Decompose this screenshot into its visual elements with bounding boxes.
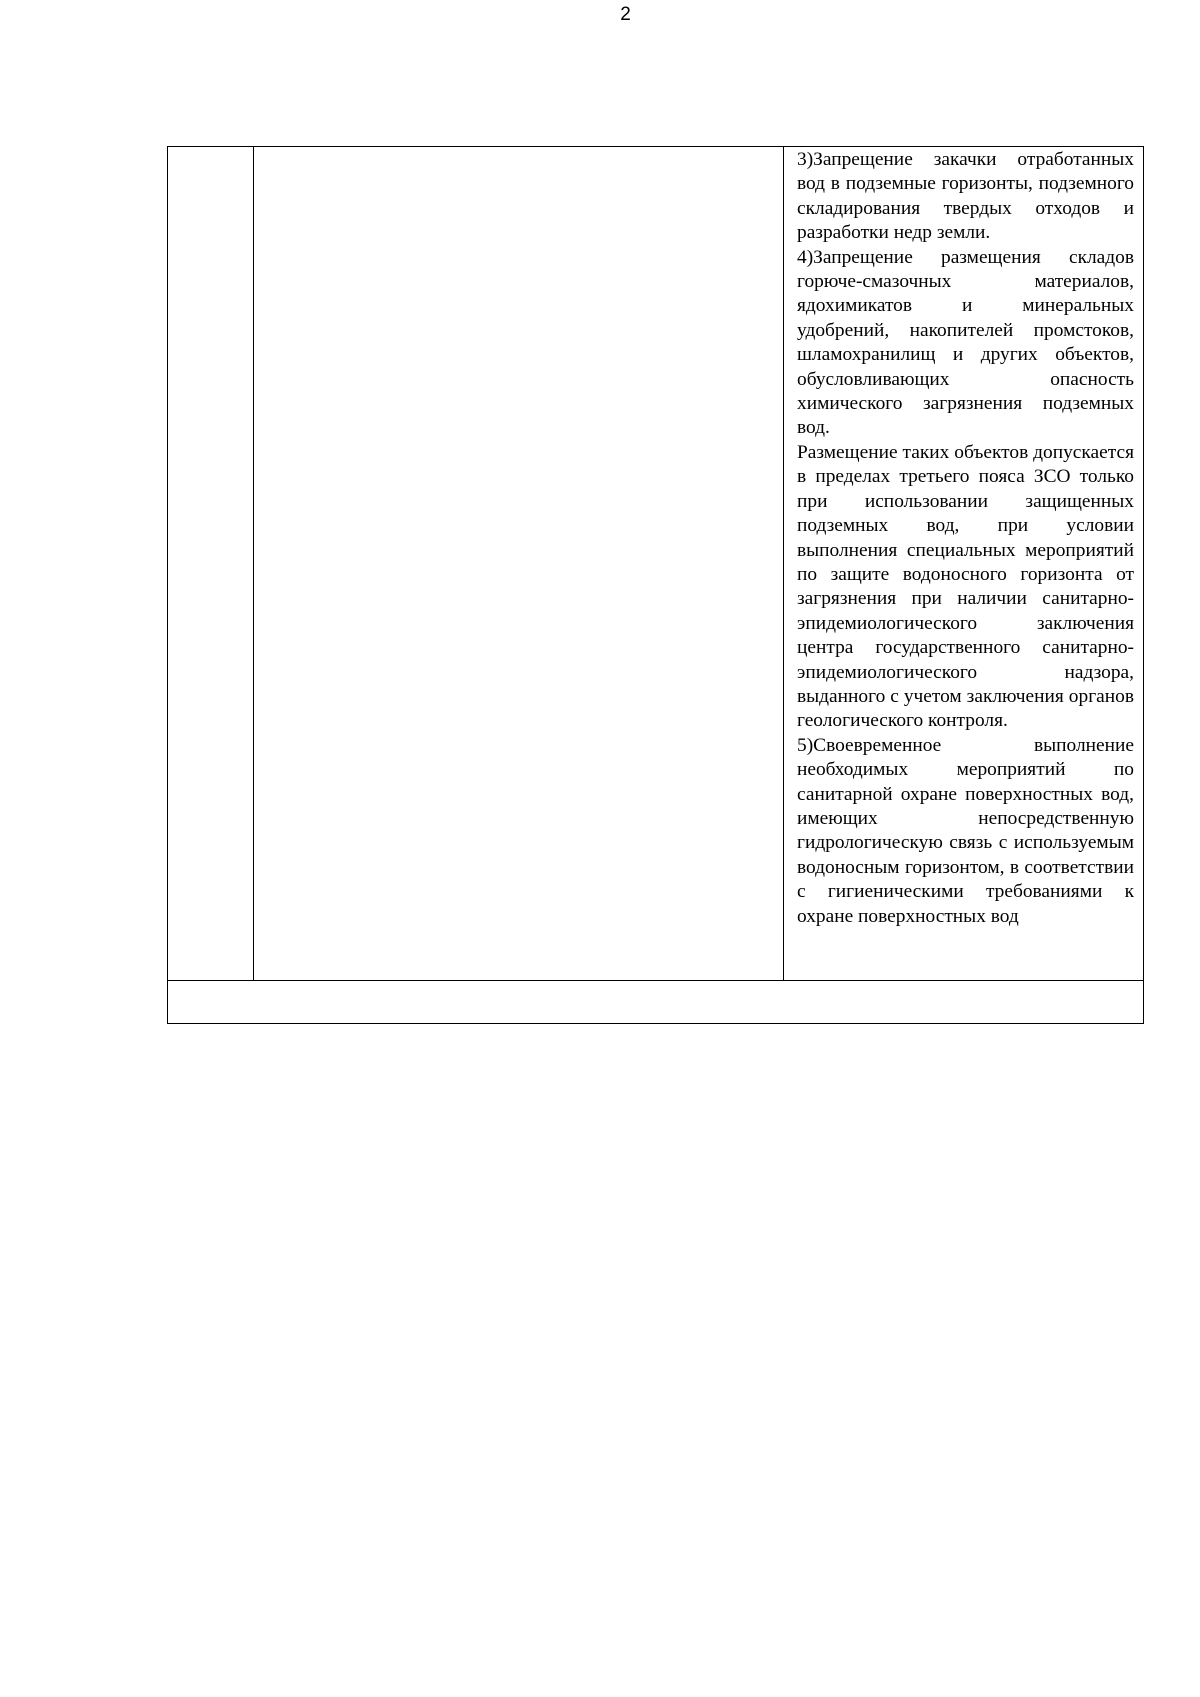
paragraph-item-5: 5)Своевременное выполнение необходимых мероприятий по санитарной охране поверхностных вод, имеющих непосредственную гидрологическую связь с используемым водоносным горизонтом, в соответствии с гигиеническими требованиями к охране поверхностных вод <box>797 734 1134 927</box>
paragraph-item-4: 4)Запрещение размещения складов горюче-смазочных материалов, ядохимикатов и минеральных удобрений, накопителей промстоков, шламохранилищ и других объектов, обусловливающих опасность химического загрязнения подземных вод. <box>797 246 1134 439</box>
column-divider-2 <box>783 147 784 980</box>
row-divider <box>168 980 1143 981</box>
paragraph-item-3: 3)Запрещение закачки отработанных вод в подземные горизонты, подземного складирования твердых отходов и разработки недр земли. <box>797 149 1134 244</box>
page-number: 2 <box>620 4 631 25</box>
column-divider-1 <box>253 147 254 980</box>
table-cell-requirements <box>797 148 1134 929</box>
paragraph-placement-note: Размещение таких объектов допускается в пределах третьего пояса ЗСО только при использовании защищенных подземных вод, при условии выполнения специальных мероприятий по защите водоносного горизонта от загрязнения при наличии санитарно-эпидемиологического заключения центра государственного санитарно-эпидемиологического надзора, выданного с учетом заключения органов геологического контроля. <box>797 441 1134 732</box>
document-table <box>167 146 1144 1024</box>
